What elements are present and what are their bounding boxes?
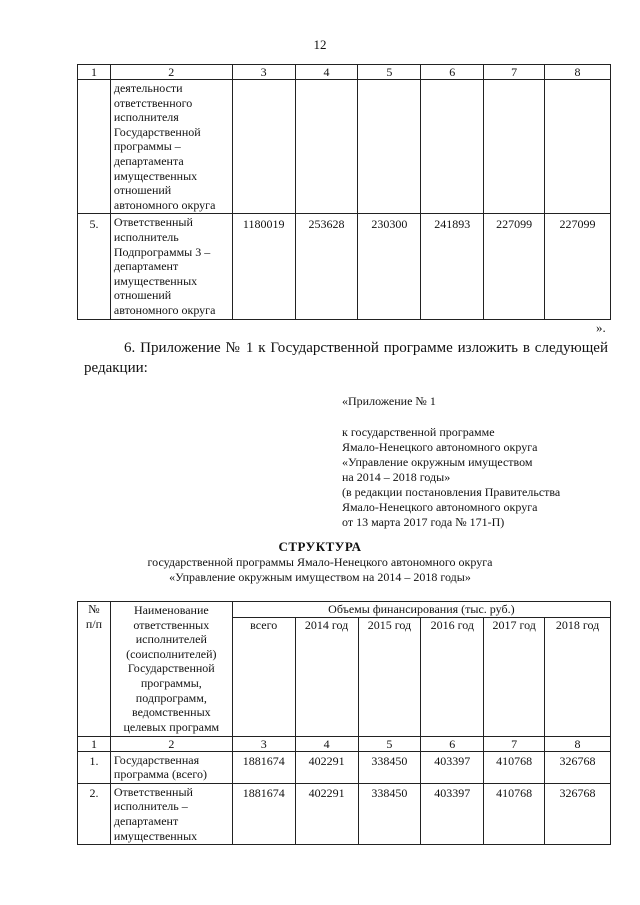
value-cell: 326768 — [545, 783, 611, 844]
text-line: деятельности — [113, 81, 183, 95]
value-cell: 403397 — [421, 751, 484, 783]
text-line: исполнителя — [113, 110, 179, 125]
value-cell: 227099 — [484, 214, 545, 319]
table-header-row — [78, 65, 611, 80]
table-header-row — [78, 602, 611, 618]
text-line: программы – — [113, 139, 181, 154]
appendix-line: Ямало-Ненецкого автономного округа — [342, 500, 538, 514]
text-line: департамента — [113, 153, 184, 168]
table-row — [78, 214, 611, 319]
body-paragraph — [84, 338, 608, 378]
value-cell — [295, 80, 358, 214]
row-number: 1. — [78, 751, 111, 783]
header-line: ведомственных — [132, 705, 211, 720]
appendix-note — [342, 425, 560, 530]
text-line: департамент — [113, 259, 179, 274]
value-cell: 410768 — [484, 751, 545, 783]
row-number — [78, 80, 111, 214]
text-line: автономного округа — [113, 302, 216, 317]
value-cell — [484, 80, 545, 214]
value-cell: 1180019 — [232, 214, 295, 319]
text-line: Государственной — [113, 124, 201, 139]
text-line: программа (всего) — [113, 767, 208, 782]
text-line: исполнитель – — [113, 799, 188, 814]
value-cell — [232, 80, 295, 214]
header-col: 2015 год — [358, 617, 421, 736]
value-cell: 241893 — [421, 214, 484, 319]
table-row — [78, 751, 611, 783]
header-line: Государственной — [127, 661, 215, 676]
text-line: имущественных — [113, 828, 198, 843]
value-cell: 338450 — [358, 751, 421, 783]
row-description — [110, 751, 232, 783]
column-number: 8 — [545, 736, 611, 751]
header-col: 2017 год — [484, 617, 545, 736]
value-cell: 402291 — [295, 751, 358, 783]
column-number: 3 — [232, 65, 295, 80]
row-number: 5. — [78, 214, 111, 319]
header-line: исполнителей — [135, 632, 207, 647]
text-line: отношений — [113, 183, 172, 198]
header-line: п/п — [85, 616, 103, 631]
structure-table — [77, 601, 611, 845]
text-line: отношений — [113, 288, 172, 303]
text-line: ответственного — [113, 95, 193, 110]
column-number: 2 — [110, 736, 232, 751]
value-cell: 402291 — [295, 783, 358, 844]
page-number: 12 — [313, 37, 327, 52]
column-number: 1 — [78, 736, 111, 751]
column-number: 4 — [295, 736, 358, 751]
column-number: 4 — [295, 65, 358, 80]
subheading-line: «Управление окружным имуществом на 2014 – 2018 годы» — [169, 570, 471, 584]
column-number: 5 — [358, 736, 421, 751]
value-cell: 1881674 — [232, 783, 295, 844]
value-cell: 326768 — [545, 751, 611, 783]
column-number: 6 — [421, 65, 484, 80]
value-cell: 227099 — [545, 214, 611, 319]
row-description — [110, 214, 232, 319]
column-number: 1 — [78, 65, 111, 80]
row-description — [110, 80, 232, 214]
appendix-line: на 2014 – 2018 годы» — [342, 470, 451, 484]
table-row — [78, 80, 611, 214]
text-line: Ответственный — [113, 215, 193, 230]
value-cell: 1881674 — [232, 751, 295, 783]
value-cell: 403397 — [421, 783, 484, 844]
header-line: подпрограмм, — [135, 690, 207, 705]
text-line: имущественных — [113, 273, 198, 288]
header-name — [110, 602, 232, 737]
header-funding: Объемы финансирования (тыс. руб.) — [232, 602, 610, 618]
header-line: целевых программ — [123, 719, 220, 734]
header-number — [78, 602, 111, 737]
paragraph-text: 6. Приложение № 1 к Государственной программе изложить в следующей редакции: — [84, 340, 608, 376]
column-number: 8 — [545, 65, 611, 80]
funding-table-continued — [77, 64, 611, 320]
header-col: 2018 год — [545, 617, 611, 736]
appendix-line: (в редакции постановления Правительства — [342, 485, 561, 499]
column-number: 7 — [484, 65, 545, 80]
text-line: исполнитель — [113, 229, 179, 244]
header-line: № — [88, 602, 100, 616]
structure-heading: СТРУКТУРА — [278, 539, 362, 554]
appendix-line: Ямало-Ненецкого автономного округа — [342, 440, 538, 454]
closing-quote: ». — [596, 320, 606, 335]
value-cell: 230300 — [358, 214, 421, 319]
table-row — [78, 783, 611, 844]
value-cell — [358, 80, 421, 214]
subheading-line: государственной программы Ямало-Ненецкого автономного округа — [147, 555, 493, 569]
header-line: Наименование — [133, 603, 209, 617]
column-number: 7 — [484, 736, 545, 751]
header-col: 2016 год — [421, 617, 484, 736]
header-line: (соисполнителей) — [126, 646, 217, 661]
header-line: программы, — [140, 675, 202, 690]
column-number: 5 — [358, 65, 421, 80]
text-line: департамент — [113, 813, 179, 828]
appendix-line: к государственной программе — [342, 425, 495, 439]
column-number: 6 — [421, 736, 484, 751]
value-cell: 338450 — [358, 783, 421, 844]
header-col: всего — [232, 617, 295, 736]
row-description — [110, 783, 232, 844]
structure-subheading — [0, 555, 640, 585]
header-col: 2014 год — [295, 617, 358, 736]
text-line: Подпрограммы 3 – — [113, 244, 211, 259]
appendix-line: от 13 марта 2017 года № 171-П) — [342, 515, 505, 529]
value-cell — [421, 80, 484, 214]
header-line: ответственных — [133, 617, 210, 632]
column-number: 3 — [232, 736, 295, 751]
value-cell — [545, 80, 611, 214]
value-cell: 410768 — [484, 783, 545, 844]
text-line: имущественных — [113, 168, 198, 183]
appendix-title: «Приложение № 1 — [342, 394, 436, 408]
column-number: 2 — [110, 65, 232, 80]
row-number: 2. — [78, 783, 111, 844]
table-index-row — [78, 736, 611, 751]
text-line: Государственная — [113, 752, 200, 767]
text-line: автономного округа — [113, 197, 216, 212]
text-line: Ответственный — [113, 784, 193, 799]
appendix-line: «Управление окружным имуществом — [342, 455, 533, 469]
value-cell: 253628 — [295, 214, 358, 319]
